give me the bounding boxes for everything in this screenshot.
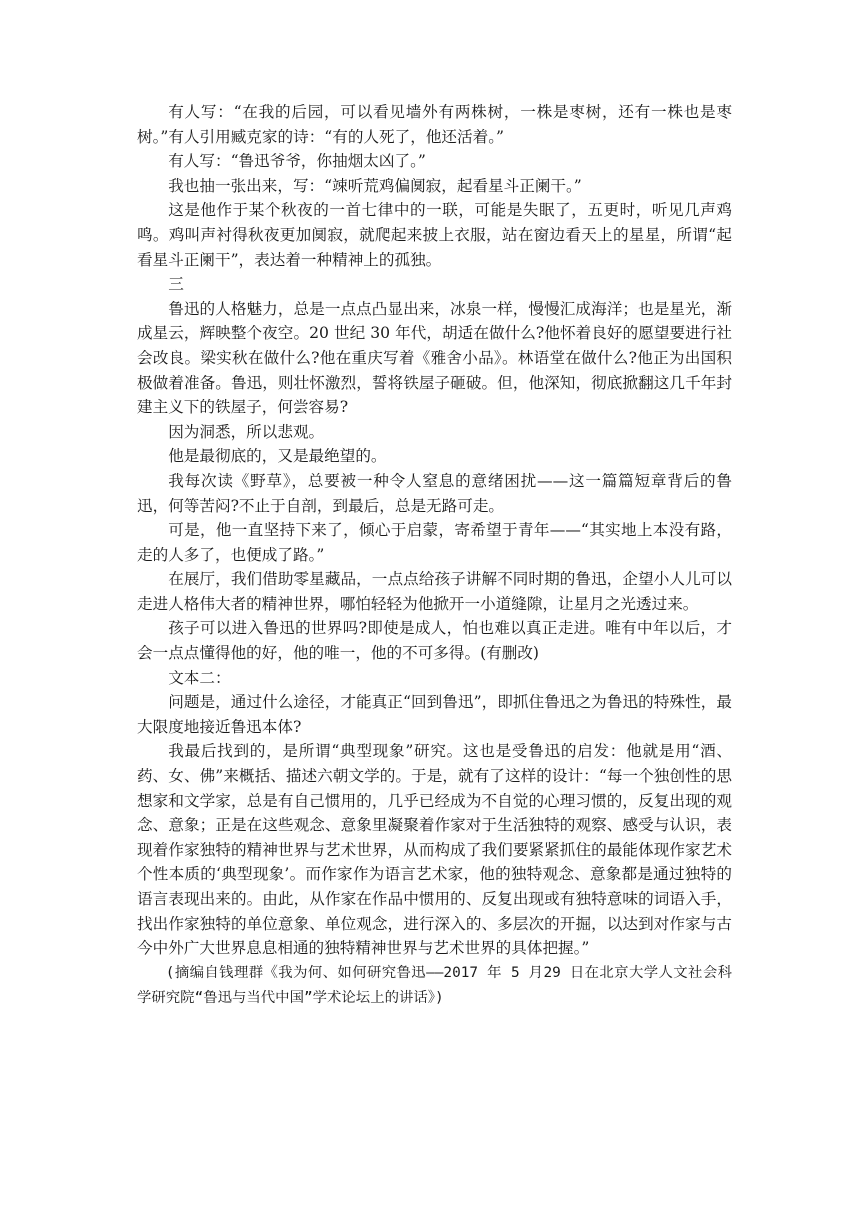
paragraph: 我每次读《野草》，总要被一种令人窒息的意绪困扰——这一篇篇短章背后的鲁迅，何等苦闷?不止于自剖，到最后，总是无路可走。: [137, 471, 732, 515]
document-body: [137, 100, 732, 1011]
paragraph: 这是他作于某个秋夜的一首七律中的一联，可能是失眠了，五更时，听见几声鸡鸣。鸡叫声衬得秋夜更加阒寂，就爬起来披上衣服，站在窗边看天上的星星，所谓“起看星斗正阑干”，表达着一种精神上的孤独。: [137, 201, 732, 269]
paragraph: 有人写：“在我的后园，可以看见墙外有两株树，一株是枣树，还有一株也是枣树。”有人引用臧克家的诗：“有的人死了，他还活着。”: [137, 103, 732, 146]
source-citation: (摘编自钱理群《我为何、如何研究鲁迅——2017 年 5 月29 日在北京大学人文社会科学研究院“鲁迅与当代中国”学术论坛上的讲话》): [137, 964, 732, 1006]
paragraph: 我也抽一张出来，写：“竦听荒鸡偏阒寂，起看星斗正阑干。”: [168, 176, 582, 195]
paragraph: 他是最彻底的，又是最绝望的。: [168, 447, 387, 466]
paragraph: 可是，他一直坚持下来了，倾心于启蒙，寄希望于青年——“其实地上本没有路，走的人多了，也便成了路。”: [137, 521, 732, 564]
paragraph: 在展厅，我们借助零星藏品，一点点给孩子讲解不同时期的鲁迅，企望小人儿可以走进人格伟大者的精神世界，哪怕轻轻为他掀开一小道缝隙，让星月之光透过来。: [137, 570, 732, 613]
paragraph: 鲁迅的人格魅力，总是一点点凸显出来，冰泉一样，慢慢汇成海洋；也是星光，渐成星云，辉映整个夜空。20 世纪 30 年代，胡适在做什么?他怀着良好的愿望要进行社会改良。梁实秋在做什么?他在重庆写着《雅舍小品》。林语堂在做什么?他正为出国积极做着准备。鲁迅，则壮怀激烈，誓将铁屋子砸破。但，他深知，彻底掀翻这几千年封建主义下的铁屋子，何尝容易?: [137, 299, 732, 417]
paragraph: 有人写：“鲁迅爷爷，你抽烟太凶了。”: [168, 152, 426, 171]
paragraph: 我最后找到的，是所谓“典型现象”研究。这也是受鲁迅的启发：他就是用“酒、药、女、佛”来概括、描述六朝文学的。于是，就有了这样的设计：“每一个独创性的思想家和文学家，总是有自己惯用的，几乎已经成为不自觉的心理习惯的，反复出现的观念、意象；正是在这些观念、意象里凝聚着作家对于生活独特的观察、感受与认识，表现着作家独特的精神世界与艺术世界，从而构成了我们要紧紧抓住的最能体现作家艺术个性本质的‘典型现象’。而作家作为语言艺术家，他的独特观念、意象都是通过独特的语言表现出来的。由此，从作家在作品中惯用的、反复出现或有独特意味的词语入手，找出作家独特的单位意象、单位观念，进行深入的、多层次的开掘，以达到对作家与古今中外广大世界息息相通的独特精神世界与艺术世界的具体把握。”: [137, 742, 732, 958]
paragraph: 问题是，通过什么途径，才能真正“回到鲁迅”，即抓住鲁迅之为鲁迅的特殊性，最大限度地接近鲁迅本体?: [137, 693, 732, 736]
paragraph: 孩子可以进入鲁迅的世界吗?即使是成人，怕也难以真正走进。唯有中年以后，才会一点点懂得他的好，他的唯一，他的不可多得。(有删改): [137, 619, 732, 663]
paragraph: 因为洞悉，所以悲观。: [168, 422, 325, 441]
section-number: 三: [168, 275, 184, 294]
text-two-heading: 文本二：: [168, 668, 231, 687]
